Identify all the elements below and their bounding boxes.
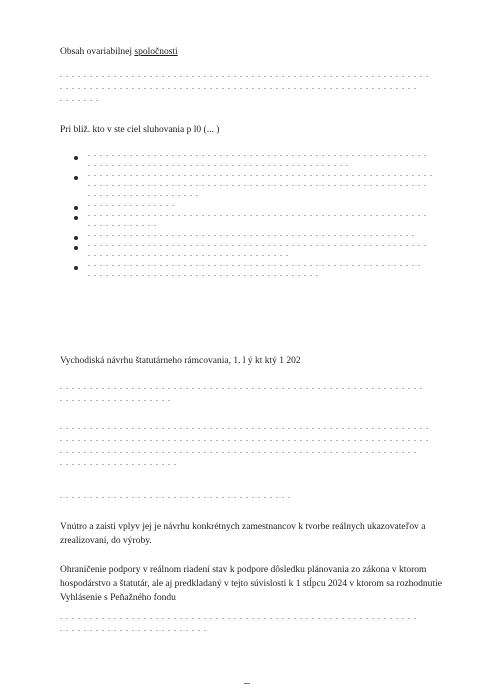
text-line — [60, 428, 432, 429]
text-line — [60, 88, 420, 89]
text-line — [88, 255, 288, 256]
bullet-icon — [74, 216, 78, 220]
bullet-list — [74, 152, 439, 285]
paragraph-4 — [60, 497, 440, 509]
list-item — [74, 205, 439, 206]
text-line — [88, 225, 158, 226]
bullet-icon — [74, 236, 78, 240]
text-line — [88, 195, 198, 196]
paragraph-2 — [60, 388, 440, 412]
list-item — [74, 175, 439, 196]
bullet-icon — [74, 206, 78, 210]
bullet-icon — [74, 176, 78, 180]
text-line — [60, 630, 210, 631]
text-line — [60, 76, 432, 77]
bullet-icon — [74, 156, 78, 160]
list-item — [74, 155, 439, 166]
text-line — [60, 440, 428, 441]
list-item — [74, 245, 439, 256]
text-line — [88, 175, 433, 176]
text-line — [88, 215, 428, 216]
section-heading-1-link[interactable]: spoločnosti — [134, 47, 178, 57]
list-item — [74, 265, 439, 276]
text-line — [60, 497, 290, 498]
section-heading-1-text: Obsah ovariabilnej — [60, 47, 135, 57]
list-item — [74, 235, 439, 236]
page-number — [244, 683, 250, 684]
text-line — [60, 100, 100, 101]
paragraph-bold-2: Ohraničenie podpory v reálnom riadení stav k podpore dôsledku plánovania zo zákona v ktorom hospodárstvo a štatutár, ale aj predkladaný v tejto súvislosti k 1 stĺpcu 2024 v ktorom sa rozhodnutie Vyhlásenie s Peňažného fondu — [60, 565, 442, 603]
text-line — [60, 452, 420, 453]
paragraph-bold-1: Vnútro a zaisti vplyv jej je návrhu konkrétnych zamestnancov k tvorbe reálnych ukazovateľov a zrealizovaní, do výroby. — [60, 522, 426, 546]
text-line — [88, 205, 178, 206]
paragraph-3 — [60, 428, 440, 476]
bullet-icon — [74, 266, 78, 270]
section-heading-3: Vychodiská návrhu štatutárneho rámcovania, 1. l ý kt ktý 1 202 — [60, 356, 301, 366]
bullet-icon — [74, 246, 78, 250]
text-line — [88, 155, 428, 156]
text-line — [88, 265, 423, 266]
list-item — [74, 215, 439, 226]
text-line — [88, 185, 426, 186]
text-line — [60, 388, 425, 389]
text-line — [88, 275, 318, 276]
section-heading-1 — [60, 46, 178, 58]
text-line — [60, 400, 170, 401]
text-line — [88, 235, 418, 236]
text-line — [60, 618, 420, 619]
text-line — [88, 165, 348, 166]
paragraph-1 — [60, 76, 440, 112]
paragraph-5 — [60, 618, 440, 642]
section-heading-2: Pri bliž. kto v ste ciel sluhovania p l0 (... ) — [60, 125, 220, 135]
text-line — [88, 245, 430, 246]
text-line — [60, 464, 180, 465]
